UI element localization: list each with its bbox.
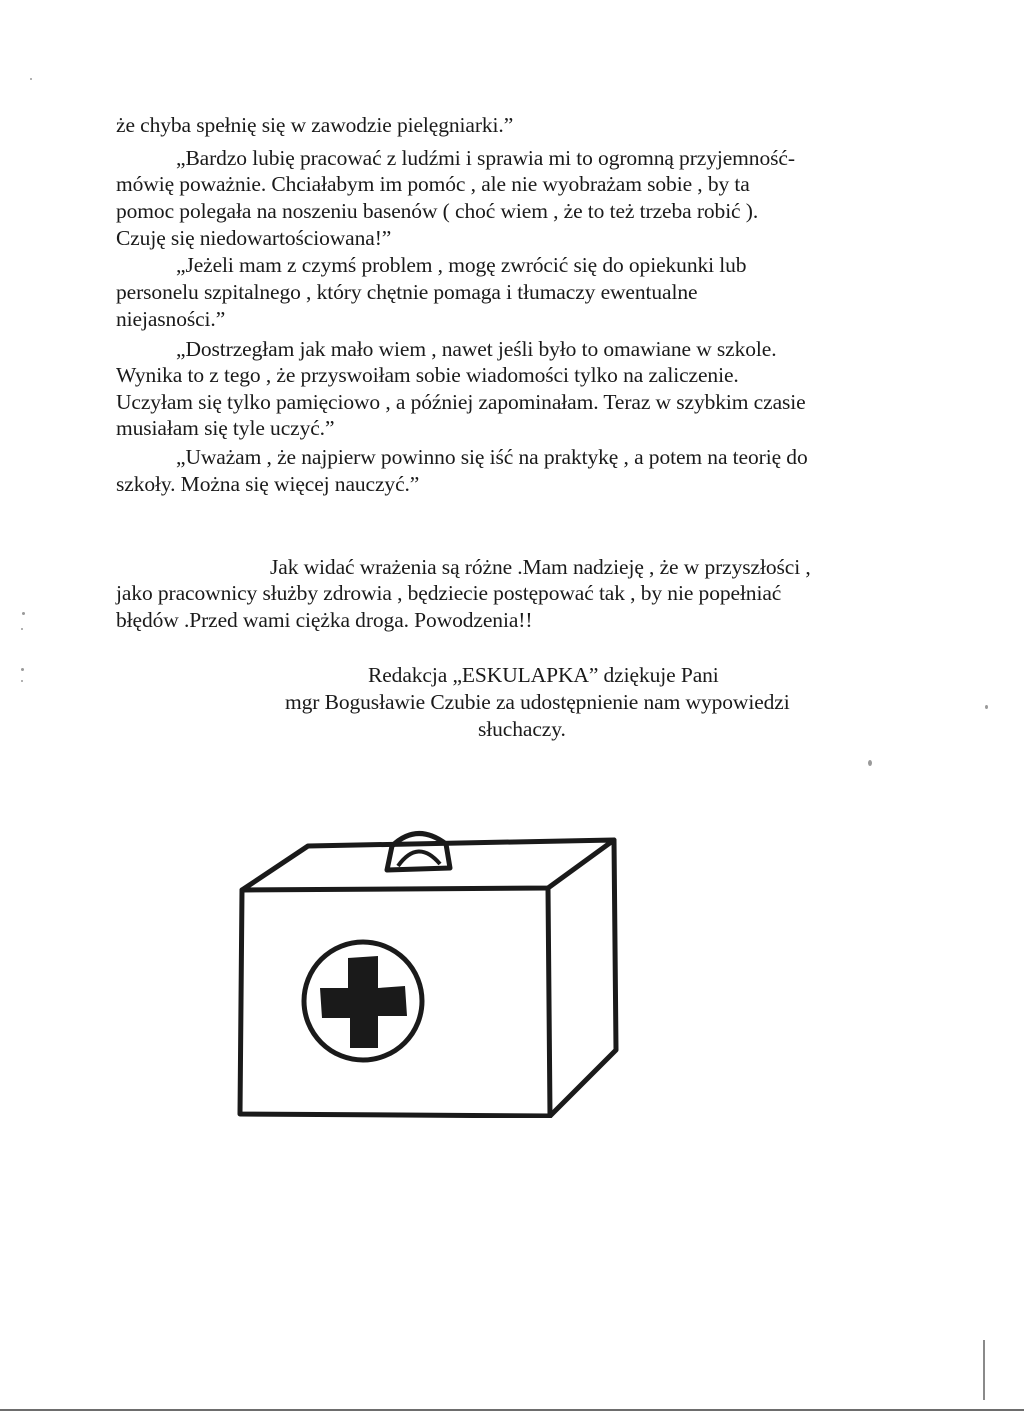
text-line: „Jeżeli mam z czymś problem , mogę zwrócić się do opiekunki lub xyxy=(176,253,747,277)
acknowledgement-line: słuchaczy. xyxy=(478,717,566,741)
text-line: personelu szpitalnego , który chętnie pomaga i tłumaczy ewentualne xyxy=(116,280,698,304)
acknowledgement-line: mgr Bogusławie Czubie za udostępnienie nam wypowiedzi xyxy=(285,690,790,714)
scan-speck xyxy=(21,668,24,671)
scan-bottom-edge xyxy=(0,1409,1024,1411)
text-line: że chyba spełnię się w zawodzie pielęgniarki.” xyxy=(116,113,514,137)
text-line: Czuję się niedowartościowana!” xyxy=(116,226,392,250)
text-line: „Dostrzegłam jak mało wiem , nawet jeśli było to omawiane w szkole. xyxy=(176,337,777,361)
text-line: „Bardzo lubię pracować z ludźmi i sprawia mi to ogromną przyjemność- xyxy=(176,146,795,170)
scan-speck xyxy=(21,628,23,630)
scan-speck xyxy=(21,680,23,682)
kit-handle xyxy=(387,833,450,870)
red-cross-icon xyxy=(320,956,407,1048)
text-line: „Uważam , że najpierw powinno się iść na praktykę , a potem na teorię do xyxy=(176,445,808,469)
closing-line: Jak widać wrażenia są różne .Mam nadzieję , że w przyszłości , xyxy=(270,555,811,579)
first-aid-kit-drawing xyxy=(230,818,630,1118)
scan-edge-mark xyxy=(983,1340,985,1400)
text-line: Wynika to z tego , że przyswoiłam sobie wiadomości tylko na zaliczenie. xyxy=(116,363,739,387)
text-line: musiałam się tyle uczyć.” xyxy=(116,416,335,440)
text-line: szkoły. Można się więcej nauczyć.” xyxy=(116,472,420,496)
scan-speck xyxy=(985,705,988,709)
text-line: Uczyłam się tylko pamięciowo , a później zapominałam. Teraz w szybkim czasie xyxy=(116,390,806,414)
kit-lid-outline xyxy=(242,840,614,890)
scan-speck xyxy=(868,760,872,766)
scan-speck xyxy=(22,612,25,615)
text-line: pomoc polegała na noszeniu basenów ( choć wiem , że to też trzeba robić ). xyxy=(116,199,759,223)
acknowledgement-line: Redakcja „ESKULAPKA” dziękuje Pani xyxy=(368,663,719,687)
text-line: mówię poważnie. Chciałabym im pomóc , ale nie wyobrażam sobie , by ta xyxy=(116,172,750,196)
closing-line: jako pracownicy służby zdrowia , będziecie postępować tak , by nie popełniać xyxy=(116,581,782,605)
closing-line: błędów .Przed wami ciężka droga. Powodzenia!! xyxy=(116,608,533,632)
text-line: niejasności.” xyxy=(116,307,226,331)
scan-speck xyxy=(30,78,32,80)
